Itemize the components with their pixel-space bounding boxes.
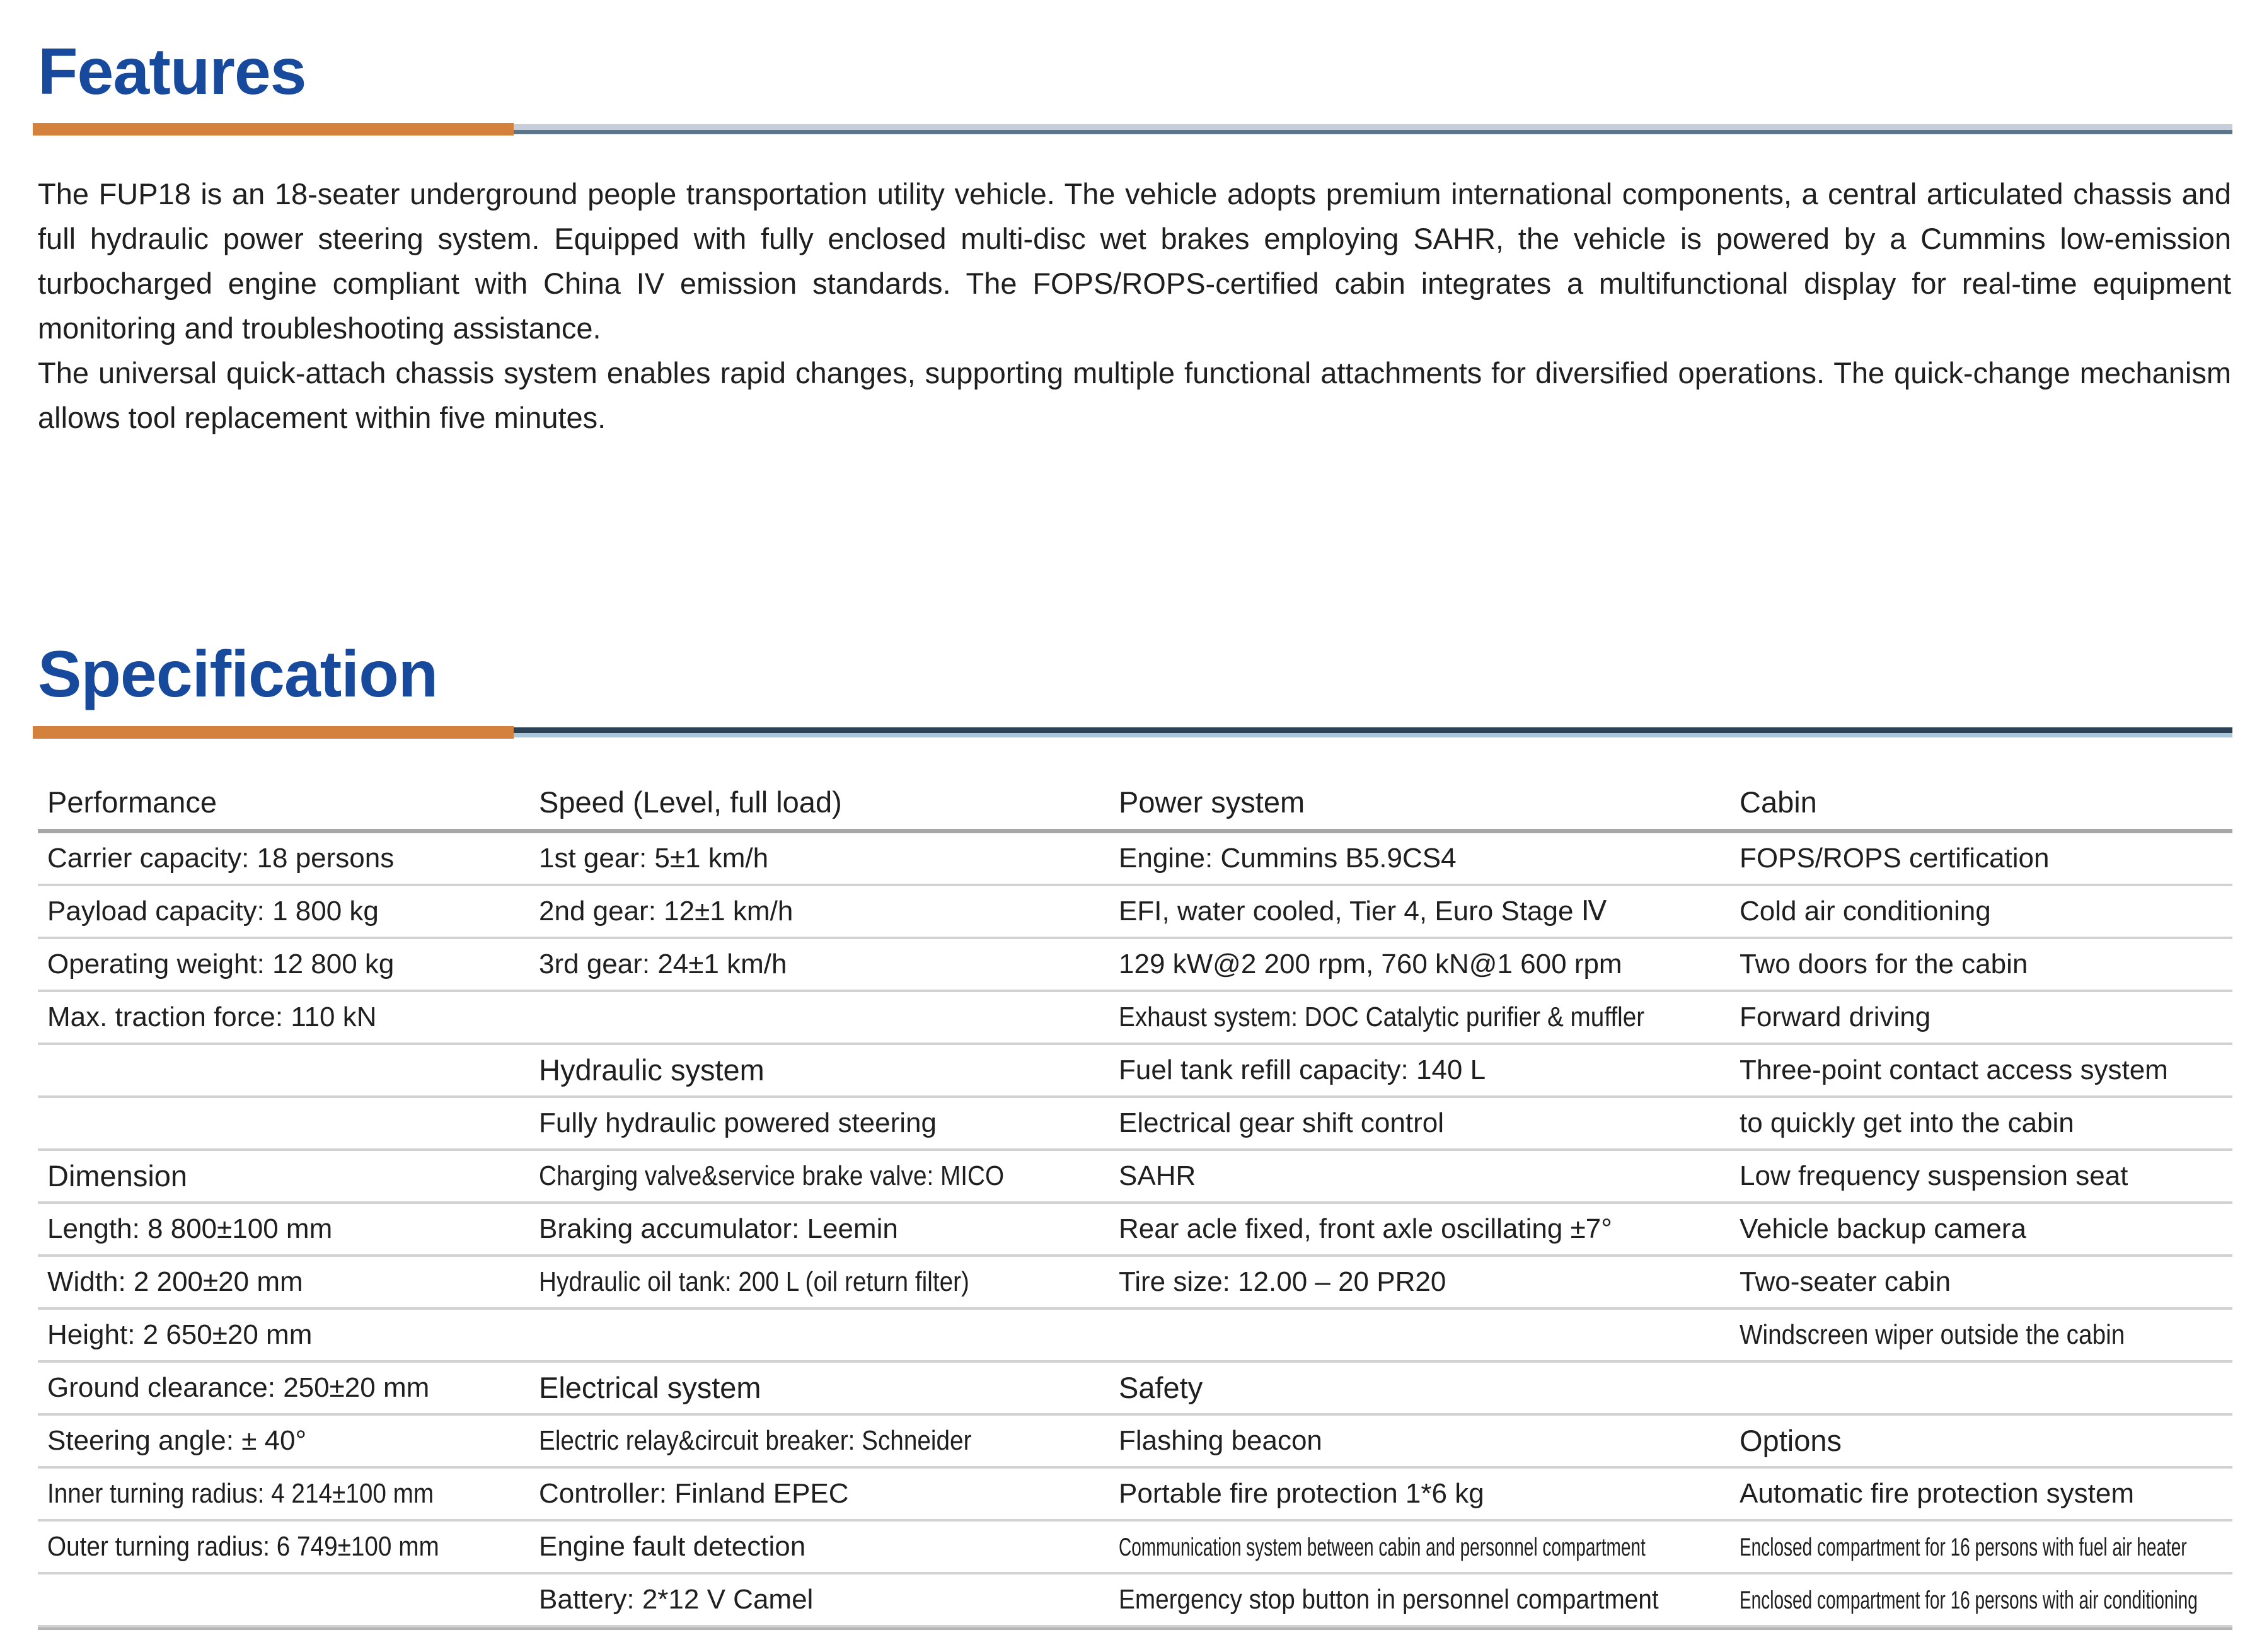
spec-cell	[38, 1425, 517, 1457]
spec-cell-text: to quickly get into the cabin	[1740, 1107, 2074, 1138]
spec-section-header	[1717, 785, 2232, 819]
spec-cell-text: Engine: Cummins B5.9CS4	[1119, 842, 1457, 874]
spec-cell-text: FOPS/ROPS certification	[1740, 842, 2050, 874]
specification-divider	[33, 723, 2232, 742]
spec-cell	[517, 1160, 1097, 1192]
spec-cell	[1717, 1319, 2232, 1351]
divider-accent-bar	[33, 123, 514, 136]
spec-section-header	[1097, 785, 1717, 819]
table-row	[38, 1204, 2232, 1257]
spec-cell-text: Flashing beacon	[1119, 1424, 1322, 1456]
spec-cell	[1097, 1584, 1717, 1615]
table-row	[38, 1416, 2232, 1469]
spec-cell-text: Ground clearance: 250±20 mm	[47, 1372, 430, 1403]
spec-cell-text: Automatic fire protection system	[1740, 1477, 2135, 1509]
table-row	[38, 1151, 2232, 1204]
spec-cell	[1097, 1266, 1717, 1298]
spec-cell	[1097, 1054, 1717, 1086]
spec-sheet-page	[0, 37, 2245, 1652]
table-row	[38, 1469, 2232, 1522]
spec-cell-text: Two-seater cabin	[1740, 1266, 1951, 1297]
spec-cell-text: Hydraulic system	[539, 1053, 765, 1087]
features-title: Features	[38, 35, 306, 108]
spec-cell	[1717, 1054, 2232, 1086]
spec-cell-text: 3rd gear: 24±1 km/h	[539, 948, 787, 979]
spec-cell-text: Speed (Level, full load)	[539, 785, 842, 819]
spec-cell-text: Steering angle: ± 40°	[47, 1424, 307, 1456]
spec-cell	[1717, 1160, 2232, 1192]
spec-cell-text: Engine fault detection	[539, 1530, 806, 1562]
spec-cell-text: 129 kW@2 200 rpm, 760 kN@1 600 rpm	[1119, 948, 1622, 979]
spec-cell-text: Height: 2 650±20 mm	[47, 1319, 313, 1350]
spec-cell	[38, 949, 517, 980]
spec-section-header	[517, 1053, 1097, 1087]
spec-table	[38, 776, 2232, 1630]
spec-cell-text: Cold air conditioning	[1740, 895, 1991, 927]
spec-cell	[1097, 895, 1717, 927]
spec-cell-text: Windscreen wiper outside the cabin	[1740, 1319, 2125, 1350]
table-row	[38, 1363, 2232, 1416]
spec-cell-text: Portable fire protection 1*6 kg	[1119, 1477, 1484, 1509]
spec-section-header	[517, 1370, 1097, 1405]
table-row	[38, 1257, 2232, 1310]
spec-cell	[1717, 949, 2232, 980]
spec-cell-text: Vehicle backup camera	[1740, 1213, 2026, 1244]
features-intro	[38, 171, 2231, 440]
spec-cell	[1717, 1266, 2232, 1298]
spec-cell	[1717, 1531, 2232, 1562]
spec-cell	[38, 1319, 517, 1351]
features-paragraph-2: The universal quick-attach chassis system enables rapid changes, supporting multiple functional attachments for diversified operations. The quick-change mechanism allows tool replacement within five minutes.	[38, 356, 2231, 435]
spec-cell	[38, 843, 517, 874]
spec-cell-text: Braking accumulator: Leemin	[539, 1213, 898, 1244]
spec-cell-text: Length: 8 800±100 mm	[47, 1213, 333, 1244]
spec-cell-text: Safety	[1119, 1371, 1203, 1405]
spec-cell-text: Enclosed compartment for 16 persons with fuel air heater	[1740, 1533, 2187, 1561]
spec-cell	[517, 1213, 1097, 1245]
spec-cell-text: Controller: Finland EPEC	[539, 1477, 849, 1509]
spec-cell-text: Tire size: 12.00 – 20 PR20	[1119, 1266, 1446, 1297]
spec-cell-text: SAHR	[1119, 1160, 1196, 1191]
table-row	[38, 776, 2232, 833]
spec-cell-text: Communication system between cabin and personnel compartment	[1119, 1533, 1646, 1561]
table-row	[38, 1574, 2232, 1627]
features-divider	[33, 120, 2232, 139]
table-row	[38, 1098, 2232, 1151]
table-row	[38, 886, 2232, 939]
spec-cell	[1097, 1160, 1717, 1192]
spec-cell-text: 1st gear: 5±1 km/h	[539, 842, 769, 874]
spec-cell-text: Rear acle fixed, front axle oscillating ±7°	[1119, 1213, 1612, 1244]
specification-title: Specification	[38, 638, 438, 712]
spec-cell	[1717, 843, 2232, 874]
spec-cell-text: Electrical gear shift control	[1119, 1107, 1444, 1138]
spec-cell	[517, 1478, 1097, 1510]
spec-cell-text: Inner turning radius: 4 214±100 mm	[47, 1477, 434, 1509]
spec-cell	[1097, 1213, 1717, 1245]
features-paragraph-1: The FUP18 is an 18-seater underground people transportation utility vehicle. The vehicle adopts premium international components, a central articulated chassis and full hydraulic power steering system. Equipped with fully enclosed multi-disc wet brakes employing SAHR, the vehicle is powered by a Cummins low-emission turbocharged engine compliant with China IV emission standards. The FOPS/ROPS-certified cabin integrates a multifunctional display for real-time equipment monitoring and troubleshooting assistance.	[38, 177, 2231, 345]
spec-cell-text: Three-point contact access system	[1740, 1054, 2168, 1085]
spec-section-header	[38, 785, 517, 819]
spec-cell-text: Carrier capacity: 18 persons	[47, 842, 395, 874]
spec-cell	[517, 896, 1097, 927]
spec-cell-text: Hydraulic oil tank: 200 L (oil return filter)	[539, 1266, 969, 1297]
spec-cell-text: Electrical system	[539, 1371, 761, 1405]
spec-cell-text: Low frequency suspension seat	[1740, 1160, 2128, 1191]
spec-cell	[1717, 896, 2232, 927]
spec-cell	[1717, 1584, 2232, 1615]
spec-cell-text: Two doors for the cabin	[1740, 948, 2028, 979]
spec-cell-text: Max. traction force: 110 kN	[47, 1001, 377, 1032]
table-row	[38, 1045, 2232, 1098]
spec-cell	[517, 1107, 1097, 1139]
spec-cell	[1097, 1478, 1717, 1510]
spec-cell-text: Payload capacity: 1 800 kg	[47, 895, 379, 927]
table-row	[38, 833, 2232, 886]
spec-cell	[1097, 1107, 1717, 1139]
spec-cell-text: Fuel tank refill capacity: 140 L	[1119, 1054, 1486, 1085]
spec-cell	[38, 1531, 517, 1562]
spec-cell-text: Enclosed compartment for 16 persons with air conditioning	[1740, 1586, 2198, 1614]
spec-cell-text: Options	[1740, 1424, 1842, 1458]
spec-cell	[517, 1531, 1097, 1562]
divider-accent-bar	[33, 726, 514, 739]
spec-cell-text: Electric relay&circuit breaker: Schneider	[539, 1424, 972, 1456]
table-row	[38, 1522, 2232, 1574]
spec-section-header	[1097, 1370, 1717, 1405]
spec-cell-text: Exhaust system: DOC Catalytic purifier & muffler	[1119, 1001, 1645, 1032]
spec-cell	[38, 1266, 517, 1298]
spec-cell	[517, 1584, 1097, 1615]
spec-cell	[517, 843, 1097, 874]
spec-section-header	[517, 785, 1097, 819]
spec-cell	[1097, 1002, 1717, 1033]
spec-cell	[1097, 949, 1717, 980]
spec-cell-text: Operating weight: 12 800 kg	[47, 948, 395, 979]
spec-cell	[1717, 1213, 2232, 1245]
spec-cell	[38, 1002, 517, 1033]
spec-cell-text: Forward driving	[1740, 1001, 1931, 1032]
spec-cell	[517, 1266, 1097, 1298]
spec-cell-text: Outer turning radius: 6 749±100 mm	[47, 1530, 439, 1562]
spec-cell-text: Emergency stop button in personnel compartment	[1119, 1583, 1659, 1615]
spec-cell-text: Power system	[1119, 785, 1305, 819]
spec-cell	[38, 896, 517, 927]
spec-cell-text: 2nd gear: 12±1 km/h	[539, 895, 794, 927]
spec-cell	[1717, 1478, 2232, 1510]
spec-cell	[38, 1213, 517, 1245]
spec-cell-text: Performance	[47, 785, 217, 819]
spec-cell	[517, 949, 1097, 980]
spec-section-header	[38, 1158, 517, 1193]
spec-cell-text: Width: 2 200±20 mm	[47, 1266, 303, 1297]
spec-cell	[1097, 1531, 1717, 1562]
spec-cell-text: EFI, water cooled, Tier 4, Euro Stage Ⅳ	[1119, 896, 1607, 927]
spec-section-header	[1717, 1423, 2232, 1458]
spec-cell	[1717, 1002, 2232, 1033]
table-row	[38, 939, 2232, 992]
spec-cell-text: Cabin	[1740, 785, 1817, 819]
divider-rule-line	[514, 727, 2232, 737]
spec-cell-text: Charging valve&service brake valve: MICO	[539, 1160, 1005, 1191]
divider-rule-line	[514, 124, 2232, 134]
spec-cell	[1097, 1425, 1717, 1457]
spec-cell	[38, 1478, 517, 1510]
spec-cell-text: Battery: 2*12 V Camel	[539, 1583, 814, 1615]
spec-cell	[1717, 1107, 2232, 1139]
spec-cell	[1097, 843, 1717, 874]
spec-cell-text: Dimension	[47, 1159, 188, 1193]
spec-cell	[38, 1372, 517, 1404]
table-row	[38, 1310, 2232, 1363]
spec-cell	[517, 1425, 1097, 1457]
spec-cell-text: Fully hydraulic powered steering	[539, 1107, 937, 1138]
table-row	[38, 992, 2232, 1045]
